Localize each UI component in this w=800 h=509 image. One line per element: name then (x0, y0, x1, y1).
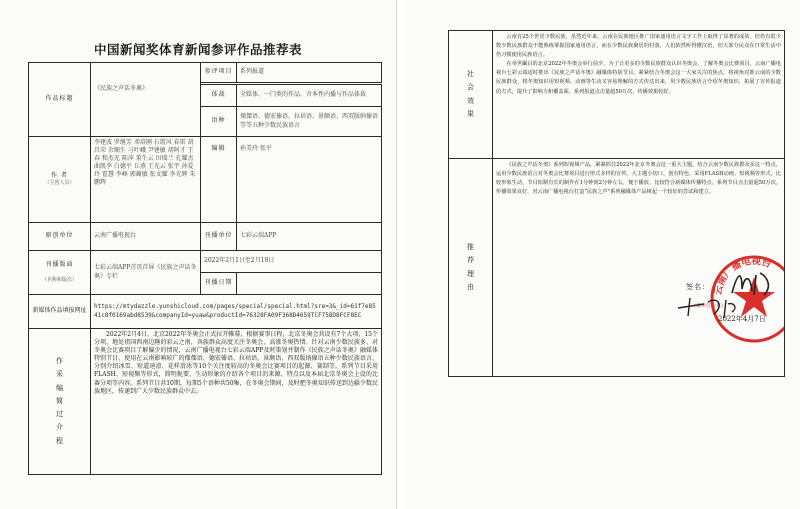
layout-label: 刊播版面 (45, 261, 74, 269)
category-label: 参评项目 (201, 63, 237, 83)
genre-label: 体裁 (201, 85, 237, 107)
intro-value: 2022年2月4日，北京2022年冬奥会正式拉开帷幕，根据赛事日程，北京冬奥会共设有7个大项、15个分项，地处祖国西南边陲的彩云之南，各族群众高度关注冬奥会，高涨冬奥热情。针对云南少数民族多、对冬奥会比赛项目了解偏少的情况，云南广播电视台七彩云端APP及时策划并制作《民族之声话冬奥》融媒体特别节目，使用在云南影响较广的傈僳语、德宏傣语、拉祜语、景颇语、西双版纳傣语五种少数民族语言，分别介绍冰雪、短道速滑、花样滑冰等10个关注度较高的冬奥会比赛项目的起源、赛制等。系列节目采用FLASH、短视频等形式，简明扼要、生动形象的介绍各个项目的来源、特点以及本届北京冬奥会上设的比赛分项等内容。系列节目共10期，每期5个语种共50集，在冬奥会期间，及时把冬奥知识传送到边疆少数民族地区，传递到广大少数民族群众中去。 (91, 329, 382, 475)
layout-label-cell (29, 251, 91, 295)
language-label: 语种 (201, 107, 237, 137)
author-label: 作 者 (51, 172, 68, 180)
stamp-note: (盖单位公章) (694, 303, 723, 310)
publish-unit-label: 刊播单位 (201, 223, 237, 251)
genre-value: 全媒体、一门类的作品、含本性内播与作品体裁 (237, 85, 382, 107)
impact-value-cell (493, 31, 785, 159)
impact-paragraph-2: 在举世瞩目的北京2022年冬奥会举行前夕，为了让更多的少数民族群众认识冬奥会，了解冬奥会比赛项目，云南广播电视台七彩云端适时推出《民族之声话冬奥》融媒体特别节目。紧紧结合冬奥会这一大家关注的焦点，将视角对准云南的少数民族群众，将冬奥知识用短视频、动画等生动又容易理解的方式传达出来，用少数民族语言介绍冬奥知识，拓展了宣传报道的方式，提升了影响力和覆盖面。系列报道点击量超50万次，传播效果较好。 (496, 61, 781, 95)
work-title-label: 作品标题 (29, 63, 91, 137)
reason-label: 推荐理由 (467, 242, 474, 291)
work-title-value: 《民族之声话冬奥》 (91, 63, 201, 137)
left-form-page (0, 0, 397, 509)
layout-sublabel: （名称和版次） (41, 277, 77, 284)
reason-label-cell (449, 159, 493, 377)
publish-date-label: 刊播日期 (201, 273, 237, 295)
reason-value-cell (493, 159, 785, 377)
origin-unit-label: 原创单位 (29, 223, 91, 251)
author-label-cell (29, 137, 91, 223)
language-value: 傈僳语、德宏傣语、拉祜语、景颇语、西双版纳傣语等等五种少数民族语言 (237, 107, 382, 137)
publish-unit-value: 七彩云端APP (237, 223, 382, 251)
origin-unit-value: 云南广播电视台 (91, 223, 201, 251)
signature-label: 签名： (686, 283, 710, 292)
intro-label: 作采编简过介程 (56, 356, 63, 445)
url-label: 新媒体作品填报网址 (29, 295, 91, 329)
author-value: 李建波 罗继芳 邓培刚 石霞风 春雷 胡昌荣 余顺生 刁叶峨 尹建敏 胡阿才 王春 和杰光 陈萍 董生云 田瑞兰 孔耀杰 曲凯李 白德平 丘燕 王光云 张宇 孙爱玲 霍慧 李峰 郭蔺敏 张文耀 李光辉 朱鹏辉 (91, 137, 201, 223)
right-form-page (404, 0, 800, 509)
intro-label-cell (29, 329, 91, 475)
signature-date: 2022年4月7日 (718, 315, 766, 324)
recommendation-form-table (28, 62, 382, 475)
category-value: 系列报道 (237, 63, 382, 83)
editor-value: 孙美玲 张平 (237, 137, 382, 223)
handwritten-initials (674, 292, 744, 320)
publish-date-value: 2022年2月1日至2月10日 (201, 251, 382, 273)
author-sublabel: （主创人员） (44, 180, 75, 187)
impact-paragraph-1: 云南有25个世居少数民族，虽然近年来，云南在民族地区推广国家通用语言文字工作上取得了显著的成效，但仍有很少数少数民族群众不能熟练掌握国家通用语言，而在少数民族聚居的村落，人们依然听得懂汉语，但大部分民众在日常生活中仍习惯使用民族语言。 (496, 34, 781, 59)
layout-value: 七彩云端APP首页首屏《民族之声话冬奥》专栏 (91, 251, 201, 295)
url-value[interactable]: https://mtydazzle.yunshicloud.com/pages/special/special.html?sre=3&_id=61f7e8541c8f0169abd8539&companyId=yuaw&productId=76328FA09F368D4659TCF758D8FCF8EC (91, 295, 382, 329)
impact-label-cell (449, 31, 493, 159)
editor-label: 编辑 (201, 137, 237, 223)
stamp-text: 云南广播电视台 (712, 256, 773, 297)
form-title: 中国新闻奖体育新闻参评作品推荐表 (93, 42, 302, 57)
recommendation-form-table-continued (448, 30, 785, 377)
reason-value: 《民族之声话冬奥》系列短视频产品，紧紧抓住2022年北京冬奥会这一重大主题，结合云南少数民族群众多这一特点，运用少数民族语言对冬奥会比赛项目进行形式多样的宣传。大主题小切口、创有特色，采用FLASH动画、短视频等形式，比较形象生动，节目短制有长的制作在1分钟到2分钟左右，便于播放，比较符合新媒体传播特点。系列节目点击量超50万次，传播效果良好，对云南广播电视台打造“民族之声”系列融媒体产品树起一个较好的尝试和建立。 (496, 162, 781, 196)
impact-label: 社会效果 (467, 69, 474, 118)
